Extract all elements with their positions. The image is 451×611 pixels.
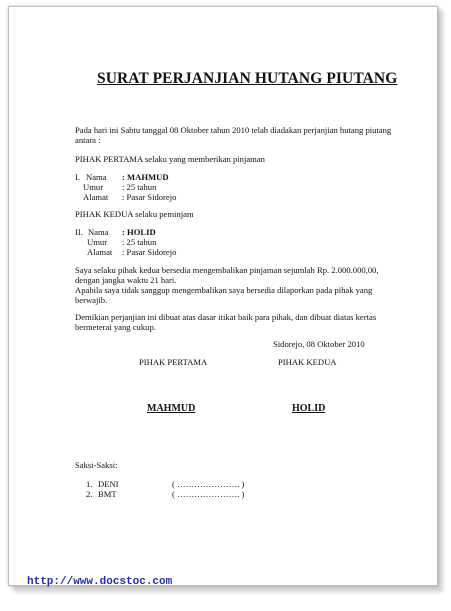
second-party-address-value: : Pasar Sidorejo — [122, 247, 177, 257]
para2-line-1: Demikian perjanjian ini dibuat atas dasar itikat baik para pihak, dan dibuat diatas kertas — [75, 312, 377, 322]
sign-left-name: MAHMUD — [147, 403, 196, 414]
witness-1-number: 1. — [86, 479, 93, 489]
para2-line-2: bermeterai yang cukup. — [75, 322, 156, 332]
first-party-age-value: : 25 tahun — [122, 182, 157, 192]
sign-left-label: PIHAK PERTAMA — [139, 357, 208, 367]
intro-line-1: Pada hari ini Sabtu tanggal 08 Oktober tahun 2010 telah diadakan perjanjian hutang piutang — [75, 125, 392, 135]
witness-2-name: BMT — [98, 489, 117, 499]
sign-right-label: PIHAK KEDUA — [278, 357, 337, 367]
witness-1-signature-line: ( …………………. ) — [172, 479, 245, 489]
second-party-name-label: Nama — [88, 227, 109, 237]
sign-right-name: HOLID — [292, 403, 326, 414]
first-party-number: I. — [75, 172, 81, 182]
para1-line-3: Apabila saya tidak sanggup mengembalikan saya bersedia dilaporkan pada pihak yang — [75, 285, 373, 295]
para1-line-2: dengan jangka waktu 21 hari. — [75, 275, 177, 285]
document-title: SURAT PERJANJIAN HUTANG PIUTANG — [97, 70, 398, 87]
second-party-number: II. — [75, 227, 83, 237]
witness-2-signature-line: ( …………………. ) — [172, 489, 245, 499]
second-party-address-label: Alamat — [87, 247, 113, 257]
first-party-name-label: Nama — [86, 172, 107, 182]
first-party-address-label: Alamat — [83, 192, 109, 202]
first-party-age-label: Umur — [83, 182, 104, 192]
place-date: Sidorejo, 08 Oktober 2010 — [273, 339, 365, 349]
first-party-name-value: : MAHMUD — [122, 172, 169, 182]
second-party-age-value: : 25 tahun — [122, 237, 157, 247]
footer-url-link[interactable]: http://www.docstoc.com — [27, 576, 173, 588]
intro-line-2: antara : — [75, 135, 101, 145]
witness-2-number: 2. — [86, 489, 93, 499]
para1-line-4: berwajib. — [75, 295, 108, 305]
second-party-age-label: Umur — [87, 237, 108, 247]
second-party-name-value: : HOLID — [122, 227, 156, 237]
second-party-heading: PIHAK KEDUA selaku peminjam — [75, 209, 194, 219]
witness-1-name: DENI — [98, 479, 119, 489]
para1-line-1: Saya selaku pihak kedua bersedia mengembalikan pinjaman sejumlah Rp. 2.000.000,00, — [75, 265, 379, 275]
witness-heading: Saksi-Saksi: — [75, 460, 118, 470]
first-party-address-value: : Pasar Sidorejo — [122, 192, 177, 202]
first-party-heading: PIHAK PERTAMA selaku yang memberikan pinjaman — [75, 154, 265, 164]
